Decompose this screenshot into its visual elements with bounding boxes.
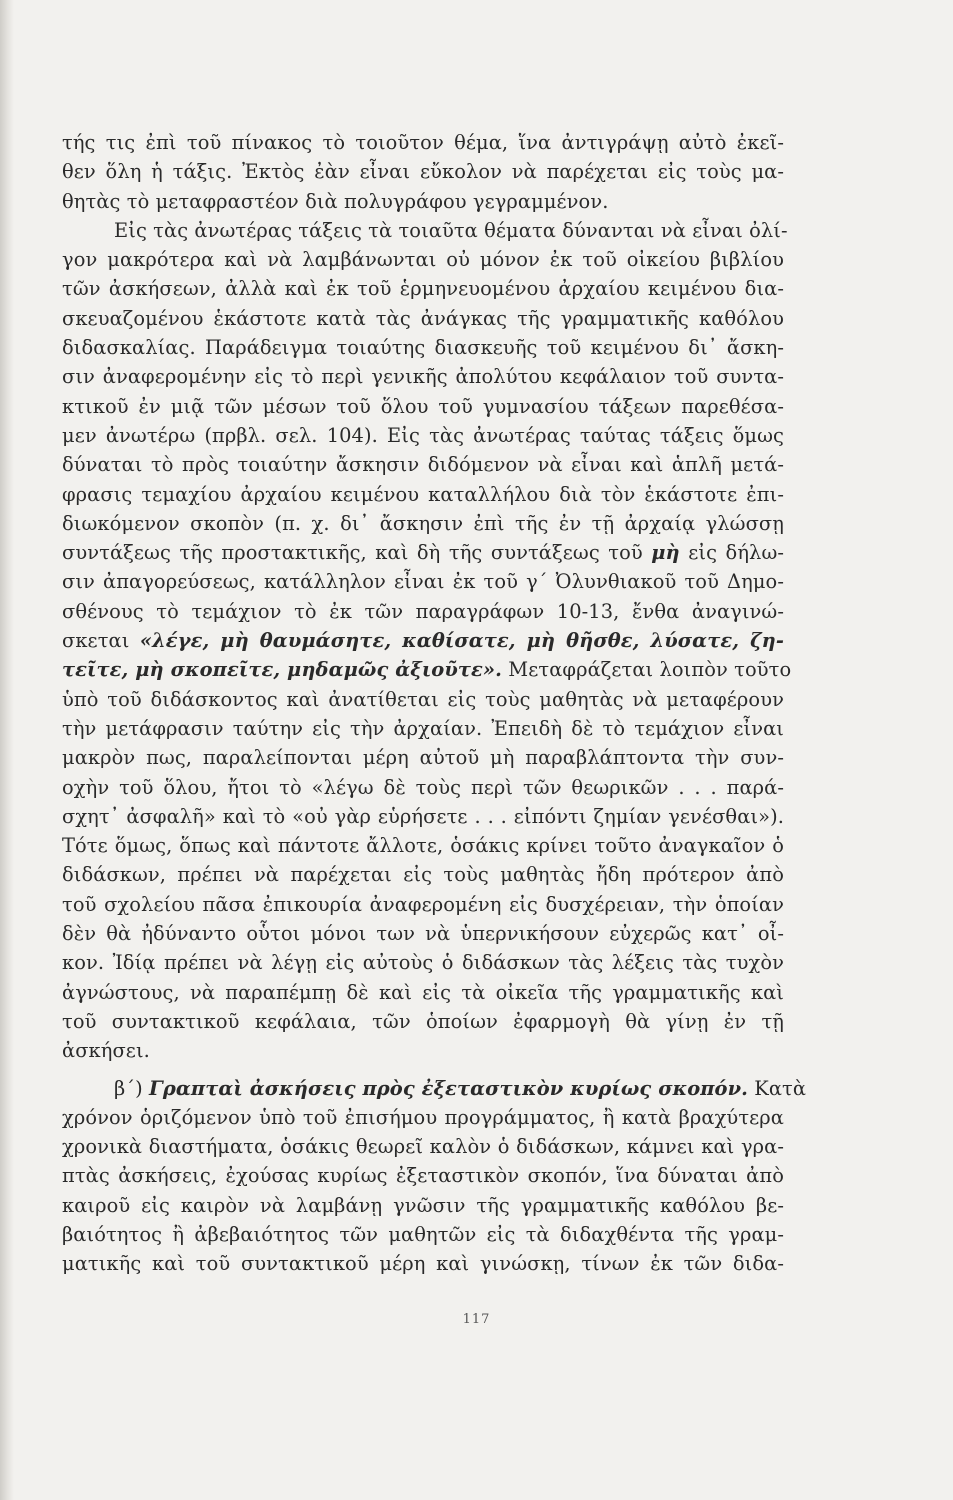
text-line: τοῦ σχολείου πᾶσα ἐπικουρία ἀναφερομένη εἰς δυσχέρειαν, τὴν ὁποίαν (62, 892, 784, 916)
text-line: διδάσκων, πρέπει νὰ παρέχεται εἰς τοὺς μαθητὰς ἤδη πρότερον ἀπὸ (62, 863, 784, 887)
section-heading: Γραπταὶ ἀσκήσεις πρὸς ἐξεταστικὸν κυρίως σκοπόν. (149, 1076, 748, 1100)
section-label: β´) (114, 1076, 143, 1100)
section-heading-line (62, 1074, 807, 1103)
text-line (62, 626, 784, 655)
text-line: τῶν ἀσκήσεων, ἀλλὰ καὶ ἐκ τοῦ ἑρμηνευομένου ἀρχαίου κειμένου δια- (62, 277, 784, 301)
text-line: τὴν μετάφρασιν ταύτην εἰς τὴν ἀρχαίαν. Ἐπειδὴ δὲ τὸ τεμάχιον εἶναι (62, 716, 784, 740)
text-segment: συντάξεως τῆς προστακτικῆς, καὶ δὴ τῆς συντάξεως τοῦ (62, 541, 643, 565)
text-line: σιν ἀναφερομένην εἰς τὸ περὶ γενικῆς ἀπολύτου κεφάλαιον τοῦ συντα- (62, 365, 784, 389)
text-line: θεν ὅλη ἡ τάξις. Ἐκτὸς ἐὰν εἶναι εὔκολον νὰ παρέχεται εἰς τοὺς μα- (62, 160, 784, 184)
emphasis-me: μὴ (651, 541, 680, 565)
text-segment: Μεταφράζεται λοιπὸν τοῦτο (508, 658, 792, 682)
quoted-greek-emphasis: «λέγε, μὴ θαυμάσητε, καθίσατε, μὴ θῆσθε, λύσατε, ζη- (139, 629, 785, 653)
text-line: χρονικὰ διαστήματα, ὁσάκις θεωρεῖ καλὸν ὁ διδάσκων, κάμνει καὶ γρα- (62, 1135, 784, 1159)
text-line (62, 538, 784, 567)
body-text (62, 128, 807, 1279)
text-line: σκευαζομένου ἑκάστοτε κατὰ τὰς ἀνάγκας τῆς γραμματικῆς καθόλου (62, 306, 784, 330)
text-line (62, 655, 792, 684)
text-segment: Κατὰ (754, 1076, 807, 1100)
paragraph-gap (62, 1066, 784, 1074)
text-line: κτικοῦ ἐν μιᾷ τῶν μέσων τοῦ ὅλου τοῦ γυμνασίου τάξεων παρεθέσα- (62, 394, 784, 418)
text-line: ματικῆς καὶ τοῦ συντακτικοῦ μέρη καὶ γινώσκῃ, τίνων ἐκ τῶν διδα- (62, 1252, 784, 1276)
text-line: φρασις τεμαχίου ἀρχαίου κειμένου καταλλήλου διὰ τὸν ἑκάστοτε ἐπι- (62, 482, 784, 506)
text-line: Εἰς τὰς ἀνωτέρας τάξεις τὰ τοιαῦτα θέματα δύνανται νὰ εἶναι ὀλί- (114, 218, 788, 242)
text-line: καιροῦ εἰς καιρὸν νὰ λαμβάνῃ γνῶσιν τῆς γραμματικῆς καθόλου βε- (62, 1193, 784, 1217)
text-line: Τότε ὅμως, ὅπως καὶ πάντοτε ἄλλοτε, ὁσάκις κρίνει τοῦτο ἀναγκαῖον ὁ (62, 834, 784, 858)
text-line: διωκόμενον σκοπὸν (π. χ. δι᾿ ἄσκησιν ἐπὶ τῆς ἐν τῇ ἀρχαίᾳ γλώσσῃ (62, 511, 784, 535)
text-line: τοῦ συντακτικοῦ κεφάλαια, τῶν ὁποίων ἐφαρμογὴ θὰ γίνῃ ἐν τῇ (62, 1009, 784, 1033)
text-line: δὲν θὰ ἠδύναντο οὗτοι μόνοι των νὰ ὑπερνικήσουν εὐχερῶς κατ᾿ οἶ- (62, 922, 784, 946)
text-line: σχητ᾿ ἀσφαλῆ» καὶ τὸ «οὐ γὰρ εὑρήσετε . . . εἰπόντι ζημίαν γενέσθαι»). (62, 804, 784, 828)
text-line: κον. Ἰδίᾳ πρέπει νὰ λέγῃ εἰς αὐτοὺς ὁ διδάσκων τὰς λέξεις τὰς τυχὸν (62, 951, 784, 975)
text-line: χρόνον ὁριζόμενον ὑπὸ τοῦ ἐπισήμου προγράμματος, ἢ κατὰ βραχύτερα (62, 1105, 784, 1129)
page-edge-shadow (0, 0, 14, 1500)
text-line: οχὴν τοῦ ὅλου, ἤτοι τὸ «λέγω δὲ τοὺς περὶ τῶν θεωρικῶν . . . παρά- (62, 775, 784, 799)
text-segment: σκεται (62, 629, 130, 653)
text-line: σιν ἀπαγορεύσεως, κατάλληλον εἶναι ἐκ τοῦ γ´ Ὀλυνθιακοῦ τοῦ Δημο- (62, 570, 784, 594)
text-line: σθένους τὸ τεμάχιον τὸ ἐκ τῶν παραγράφων 10-13, ἔνθα ἀναγινώ- (62, 599, 784, 623)
text-line: ἀσκήσει. (62, 1039, 150, 1063)
text-line: θητὰς τὸ μεταφραστέον διὰ πολυγράφου γεγραμμένον. (62, 189, 609, 213)
text-line: βαιότητος ἢ ἀβεβαιότητος τῶν μαθητῶν εἰς τὰ διδαχθέντα τῆς γραμ- (62, 1222, 784, 1246)
page-number: 117 (462, 1312, 491, 1327)
text-line: μακρὸν πως, παραλείπονται μέρη αὐτοῦ μὴ παραβλάπτοντα τὴν συν- (62, 746, 784, 770)
text-line: ἀγνώστους, νὰ παραπέμπῃ δὲ καὶ εἰς τὰ οἰκεῖα τῆς γραμματικῆς καὶ (62, 980, 784, 1004)
text-line: πτὰς ἀσκήσεις, ἐχούσας κυρίως ἐξεταστικὸν σκοπόν, ἵνα δύναται ἀπὸ (62, 1164, 784, 1188)
text-segment: εἰς δήλω- (688, 541, 785, 565)
quoted-greek-emphasis: τεῖτε, μὴ σκοπεῖτε, μηδαμῶς ἀξιοῦτε». (62, 658, 502, 682)
text-line: μεν ἀνωτέρω (πρβλ. σελ. 104). Εἰς τὰς ἀνωτέρας ταύτας τάξεις ὅμως (62, 423, 784, 447)
text-line: δύναται τὸ πρὸς τοιαύτην ἄσκησιν διδόμενον νὰ εἶναι καὶ ἁπλῆ μετά- (62, 453, 784, 477)
text-line: ὑπὸ τοῦ διδάσκοντος καὶ ἀνατίθεται εἰς τοὺς μαθητὰς νὰ μεταφέρουν (62, 687, 784, 711)
text-line: γον μακρότερα καὶ νὰ λαμβάνωνται οὐ μόνον ἐκ τοῦ οἰκείου βιβλίου (62, 248, 784, 272)
text-line: τής τις ἐπὶ τοῦ πίνακος τὸ τοιοῦτον θέμα, ἵνα ἀντιγράψῃ αὐτὸ ἐκεῖ- (62, 131, 784, 154)
text-line: διδασκαλίας. Παράδειγμα τοιαύτης διασκευῆς τοῦ κειμένου δι᾿ ἄσκη- (62, 336, 784, 360)
